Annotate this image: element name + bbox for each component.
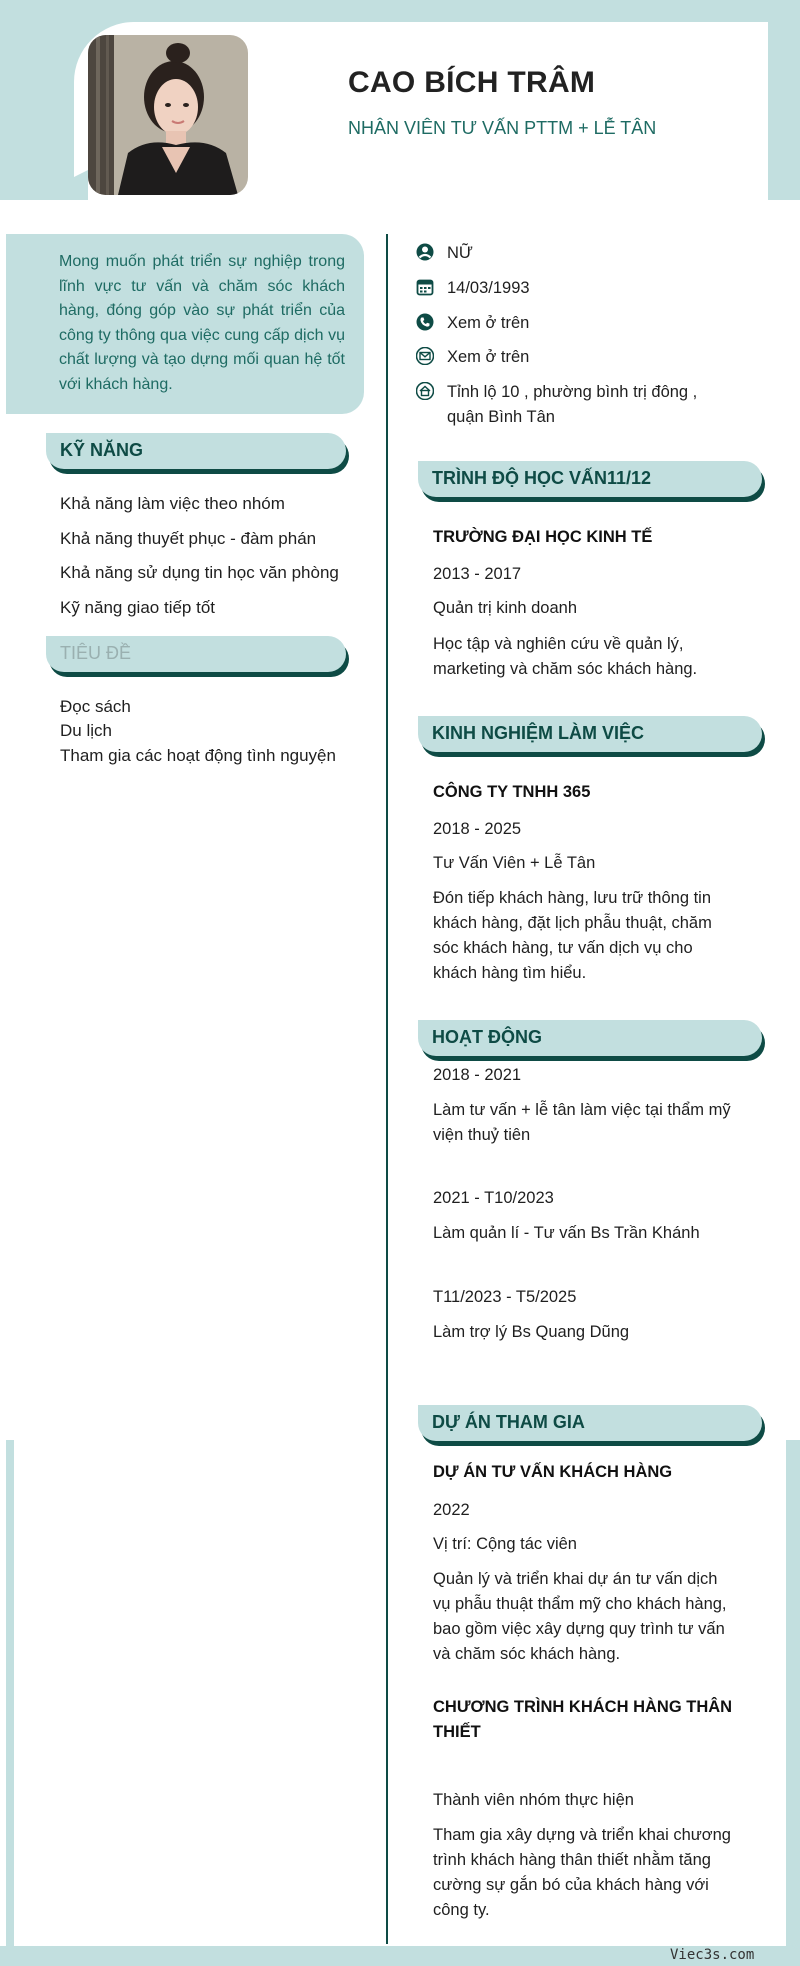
project-desc-line: vụ phẫu thuật thẩm mỹ cho khách hàng, — [433, 1595, 727, 1613]
address-line-2: quận Bình Tân — [447, 408, 555, 426]
experience-heading — [418, 716, 762, 752]
phone-icon — [416, 313, 434, 336]
project-title: THIẾT — [433, 1723, 481, 1741]
activity-desc-line: Làm trợ lý Bs Quang Dũng — [433, 1323, 630, 1341]
education-desc-line: Học tập và nghiên cứu về quản lý, — [433, 635, 684, 653]
experience-heading-label: KINH NGHIỆM LÀM VIỆC — [432, 723, 645, 743]
experience-desc-line: khách hàng tìm hiểu. — [433, 964, 587, 982]
projects-heading-label: DỰ ÁN THAM GIA — [432, 1412, 585, 1432]
project-desc-line: Tham gia xây dựng và triển khai chương — [433, 1826, 731, 1844]
address-line-1: Tỉnh lộ 10 , phường bình trị đông , — [447, 383, 698, 401]
education-heading — [418, 461, 762, 497]
activity-period: 2021 - T10/2023 — [433, 1189, 554, 1207]
activity-period: 2018 - 2021 — [433, 1066, 522, 1084]
skill-item: Kỹ năng giao tiếp tốt — [60, 598, 216, 617]
email-text: Xem ở trên — [447, 348, 530, 366]
skills-heading-label: KỸ NĂNG — [60, 440, 144, 460]
education-period: 2013 - 2017 — [433, 565, 522, 583]
project-desc-line: và chăm sóc khách hàng. — [433, 1645, 621, 1663]
person-icon — [416, 243, 434, 266]
project-role: Vị trí: Cộng tác viên — [433, 1535, 577, 1553]
projects-heading — [418, 1405, 762, 1441]
experience-desc-line: khách hàng, đặt lịch phẫu thuật, chăm — [433, 914, 712, 932]
right-border-decoration — [786, 1440, 800, 1966]
education-school: TRƯỜNG ĐẠI HỌC KINH TẾ — [433, 528, 653, 546]
skill-item: Khả năng thuyết phục - đàm phán — [60, 529, 317, 548]
profile-photo — [88, 35, 248, 195]
project-role: Thành viên nhóm thực hiện — [433, 1791, 634, 1809]
project-desc-line: bao gồm việc xây dựng quy trình tư vấn — [433, 1620, 725, 1638]
header-card-bottom — [0, 200, 800, 220]
skill-item: Khả năng làm việc theo nhóm — [60, 494, 285, 513]
activities-heading-label: HOẠT ĐỘNG — [432, 1027, 542, 1047]
education-major: Quản trị kinh doanh — [433, 599, 578, 617]
gender-text: NỮ — [447, 244, 474, 262]
left-border-decoration — [6, 1440, 14, 1966]
activity-desc-line: Làm tư vấn + lễ tân làm việc tại thẩm mỹ — [433, 1101, 731, 1119]
extra-heading-label: TIÊU ĐỀ — [60, 643, 132, 663]
skills-heading — [46, 433, 346, 469]
extra-heading — [46, 636, 346, 672]
project-desc-line: cường sự gắn bó của khách hàng với — [433, 1876, 709, 1894]
project-title: DỰ ÁN TƯ VẤN KHÁCH HÀNG — [433, 1463, 673, 1481]
project-year: 2022 — [433, 1501, 470, 1519]
experience-desc-line: sóc khách hàng, tư vấn dịch vụ cho — [433, 939, 693, 957]
mail-icon — [416, 347, 434, 370]
objective-text: Mong muốn phát triển sự nghiệp trong lĩnh vực tư vấn và chăm sóc khách hàng, đóng góp vào sự phát triển của công ty thông qua việc cung cấp dịch vụ chất lượng và tạo dựng mối quan hệ tốt với khách hàng. — [59, 253, 345, 393]
experience-desc-line: Đón tiếp khách hàng, lưu trữ thông tin — [433, 889, 712, 907]
education-heading-label: TRÌNH ĐỘ HỌC VẤN11/12 — [432, 468, 652, 488]
education-desc-line: marketing và chăm sóc khách hàng. — [433, 660, 698, 678]
activity-desc-line: Làm quản lí - Tư vấn Bs Trần Khánh — [433, 1224, 700, 1242]
home-icon — [416, 382, 434, 405]
project-desc-line: trình khách hàng thân thiết nhằm tăng — [433, 1851, 711, 1869]
activities-heading — [418, 1020, 762, 1056]
dob-text: 14/03/1993 — [447, 279, 530, 297]
experience-company: CÔNG TY TNHH 365 — [433, 783, 591, 801]
candidate-name: CAO BÍCH TRÂM — [348, 66, 596, 99]
experience-period: 2018 - 2025 — [433, 820, 522, 838]
watermark: Viec3s.com — [670, 1947, 755, 1963]
calendar-icon — [416, 278, 434, 301]
job-title: NHÂN VIÊN TƯ VẤN PTTM + LỄ TÂN — [348, 118, 657, 138]
experience-position: Tư Vấn Viên + Lễ Tân — [433, 854, 596, 872]
activity-desc-line: viện thuỷ tiên — [433, 1126, 531, 1144]
hobby-item: Đọc sách — [60, 697, 131, 716]
activity-period: T11/2023 - T5/2025 — [433, 1288, 577, 1306]
project-title: CHƯƠNG TRÌNH KHÁCH HÀNG THÂN — [433, 1698, 733, 1716]
hobby-item: Tham gia các hoạt động tình nguyện — [60, 746, 336, 765]
skill-item: Khả năng sử dụng tin học văn phòng — [60, 563, 339, 582]
project-desc-line: công ty. — [433, 1901, 490, 1919]
phone-text: Xem ở trên — [447, 314, 530, 332]
column-divider — [386, 234, 388, 1944]
hobby-item: Du lịch — [60, 721, 112, 740]
project-desc-line: Quản lý và triển khai dự án tư vấn dịch — [433, 1570, 718, 1588]
